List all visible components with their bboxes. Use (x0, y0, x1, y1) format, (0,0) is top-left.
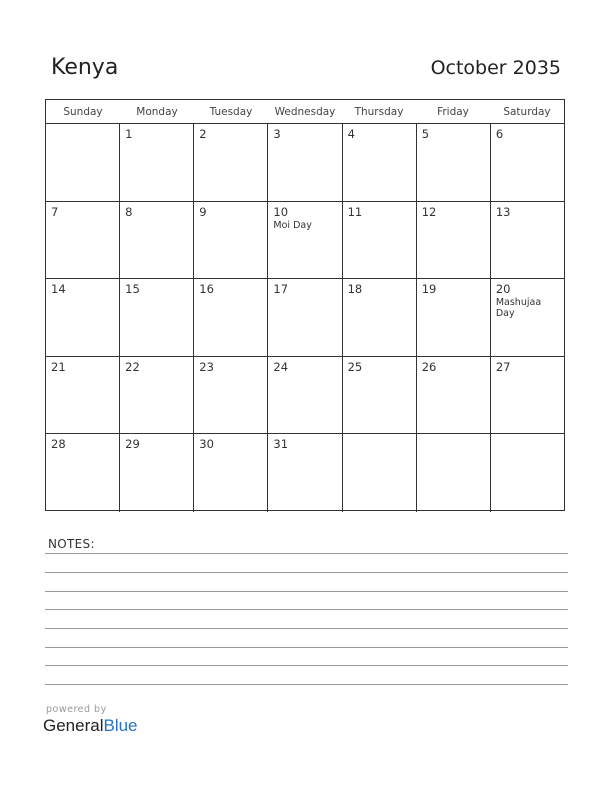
day-number: 15 (125, 282, 140, 297)
day-cell (268, 357, 342, 434)
day-number: 4 (347, 127, 355, 141)
day-cell (343, 434, 417, 512)
day-number: 16 (199, 282, 214, 297)
day-number: 8 (125, 204, 133, 219)
logo-general: General (43, 716, 104, 735)
generalblue-logo (43, 716, 138, 736)
day-cell (417, 357, 491, 434)
day-number: 24 (273, 359, 289, 374)
day-cell (120, 202, 194, 279)
day-number: 14 (51, 282, 66, 297)
day-cell (120, 357, 194, 434)
day-cell (343, 202, 417, 279)
day-cell (417, 279, 491, 356)
day-number: 10 (273, 204, 289, 219)
day-number: 7 (51, 204, 59, 219)
notes-label: NOTES: (48, 537, 95, 551)
week-row (46, 124, 564, 202)
day-number: 1 (125, 127, 133, 141)
notes-line (45, 684, 568, 685)
day-cell (268, 202, 342, 279)
holiday-label: Moi Day (273, 219, 312, 231)
day-cell (491, 357, 564, 434)
day-cell (46, 357, 120, 434)
day-number: 27 (495, 359, 511, 374)
day-number: 30 (199, 437, 214, 452)
day-number: 31 (273, 437, 289, 452)
day-number: 18 (347, 282, 363, 297)
day-number: 5 (421, 127, 430, 141)
notes-line (45, 553, 568, 554)
notes-line (45, 647, 568, 648)
day-cell (417, 202, 491, 279)
day-number: 28 (51, 437, 66, 452)
weekday-thursday: Thursday (354, 106, 404, 118)
day-cell (194, 434, 268, 512)
week-row (46, 434, 564, 512)
day-cell (268, 124, 342, 201)
week-row (46, 202, 564, 280)
weekday-monday: Monday (136, 106, 178, 118)
day-cell (120, 434, 194, 512)
day-cell (417, 124, 491, 201)
day-cell (268, 434, 342, 512)
day-number: 21 (51, 359, 66, 374)
day-cell (46, 434, 120, 512)
day-cell (268, 279, 342, 356)
day-number: 26 (421, 359, 437, 374)
day-number: 22 (125, 359, 140, 374)
weekday-header-row (46, 100, 564, 124)
weekday-friday: Friday (437, 106, 469, 118)
day-number: 12 (421, 204, 437, 219)
day-number: 19 (421, 282, 437, 297)
day-cell (491, 202, 564, 279)
weekday-tuesday: Tuesday (209, 106, 253, 118)
week-row (46, 357, 564, 435)
day-cell (194, 279, 268, 356)
weekday-saturday: Saturday (503, 106, 551, 118)
calendar-grid (45, 99, 565, 511)
day-number: 17 (273, 282, 289, 297)
notes-line (45, 591, 568, 592)
country-title: Kenya (51, 55, 119, 80)
notes-line (45, 628, 568, 629)
day-cell (417, 434, 491, 512)
day-cell (46, 279, 120, 356)
day-number: 11 (347, 204, 363, 219)
day-cell (343, 124, 417, 201)
day-cell (120, 124, 194, 201)
notes-line (45, 572, 568, 573)
day-number: 6 (495, 127, 504, 141)
day-number: 25 (347, 359, 363, 374)
powered-by-text: powered by (46, 704, 107, 715)
day-cell (491, 124, 564, 201)
day-cell (194, 202, 268, 279)
weeks-container (46, 124, 564, 512)
day-number: 13 (495, 204, 511, 219)
day-cell (194, 357, 268, 434)
day-cell (491, 279, 564, 356)
holiday-label: Mashujaa Day (495, 297, 542, 320)
day-number: 23 (199, 359, 214, 374)
notes-line (45, 665, 568, 666)
notes-line (45, 609, 568, 610)
day-number: 3 (273, 127, 281, 141)
weekday-sunday: Sunday (63, 106, 103, 118)
day-number: 9 (199, 204, 207, 219)
month-year-title: October 2035 (430, 57, 561, 79)
day-cell (343, 357, 417, 434)
week-row (46, 279, 564, 357)
day-number: 2 (199, 127, 207, 141)
day-cell (343, 279, 417, 356)
day-cell (46, 202, 120, 279)
day-number: 29 (125, 437, 140, 452)
day-cell (46, 124, 120, 201)
logo-blue: Blue (103, 716, 138, 735)
weekday-wednesday: Wednesday (274, 106, 336, 118)
day-cell (491, 434, 564, 512)
day-number: 20 (495, 282, 511, 297)
day-cell (120, 279, 194, 356)
day-cell (194, 124, 268, 201)
